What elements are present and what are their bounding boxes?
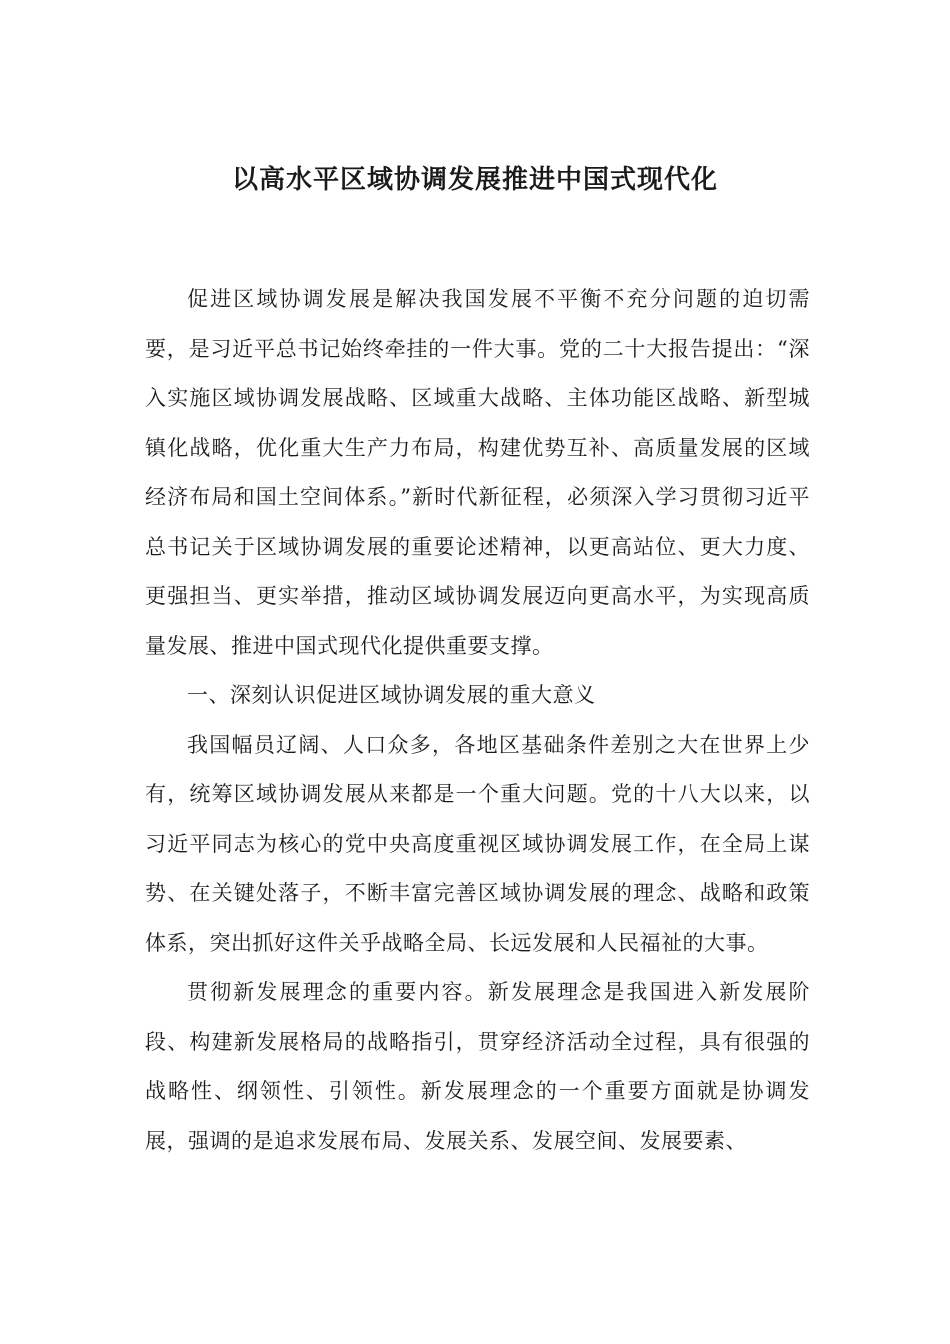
document-title: 以高水平区域协调发展推进中国式现代化 [231, 165, 718, 195]
paragraph-section1-2: 贯彻新发展理念的重要内容。新发展理念是我国进入新发展阶段、构建新发展格局的战略指引，贯穿经济活动全过程，具有很强的战略性、纲领性、引领性。新发展理念的一个重要方面就是协调发展，强调的是追求发展布局、发展关系、发展空间、发展要素、 [145, 980, 810, 1153]
paragraph-intro: 促进区域协调发展是解决我国发展不平衡不充分问题的迫切需要，是习近平总书记始终牵挂的一件大事。党的二十大报告提出：“深入实施区域协调发展战略、区域重大战略、主体功能区战略、新型城镇化战略，优化重大生产力布局，构建优势互补、高质量发展的区域经济布局和国土空间体系。”新时代新征程，必须深入学习贯彻习近平总书记关于区域协调发展的重要论述精神，以更高站位、更大力度、更强担当、更实举措，推动区域协调发展迈向更高水平，为实现高质量发展、推进中国式现代化提供重要支撑。 [145, 287, 810, 658]
document-body [145, 275, 810, 1166]
section-heading-1: 一、深刻认识促进区域协调发展的重大意义 [187, 683, 596, 707]
paragraph-section1-1: 我国幅员辽阔、人口众多，各地区基础条件差别之大在世界上少有，统筹区域协调发展从来都是一个重大问题。党的十八大以来，以习近平同志为核心的党中央高度重视区域协调发展工作，在全局上谋势、在关键处落子，不断丰富完善区域协调发展的理念、战略和政策体系，突出抓好这件关乎战略全局、长远发展和人民福祉的大事。 [145, 732, 810, 955]
